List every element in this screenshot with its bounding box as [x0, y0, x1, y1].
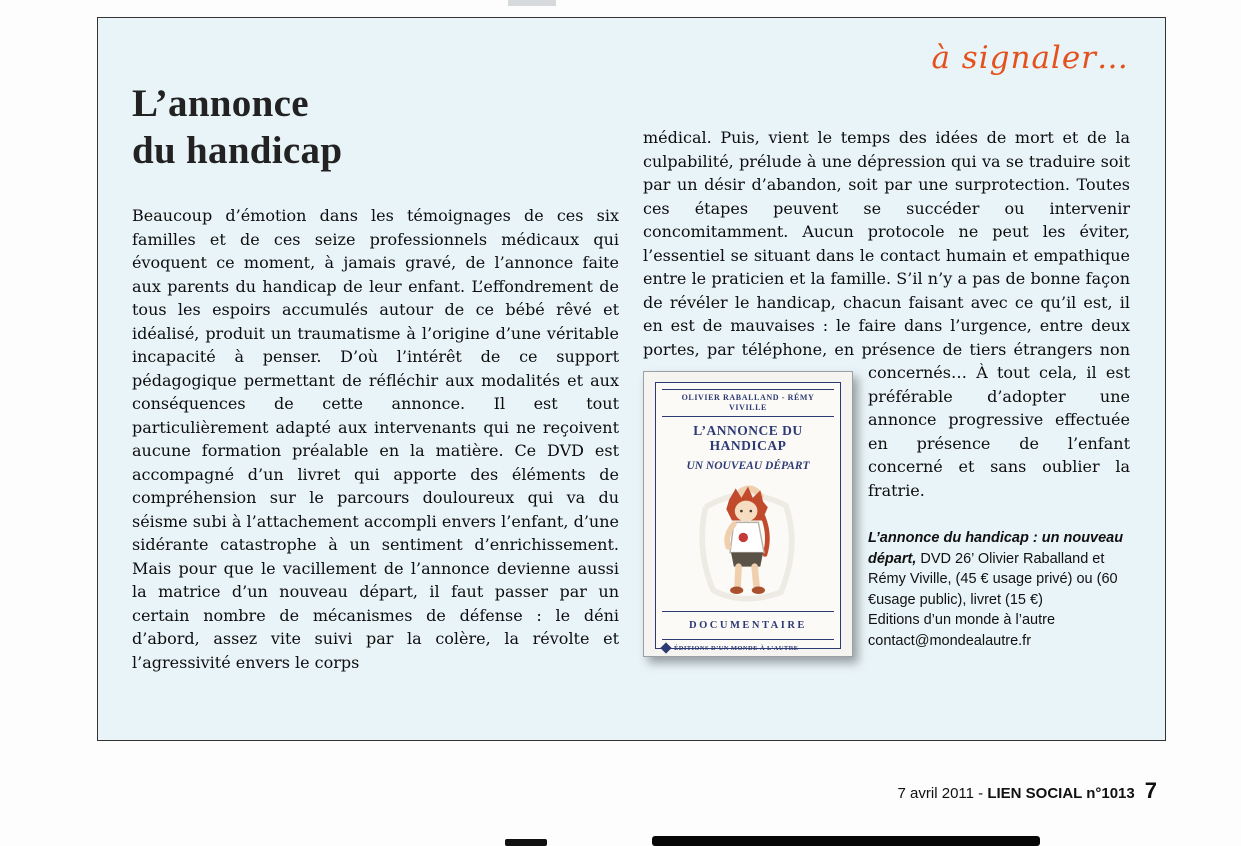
page-title-line2: du handicap — [132, 129, 343, 172]
page-title — [132, 80, 342, 174]
scan-artifact-small — [505, 839, 547, 846]
caption-title: L’annonce du handicap : un nouveau départ, — [868, 530, 1124, 567]
scan-artifact-bar — [652, 836, 1040, 846]
footer-page-number: 7 — [1144, 778, 1157, 803]
right-text-before-image: médical. Puis, vient le temps des idées de mort et de la culpabilité, prélude à une dépression qui va se traduire soit par un désir d’abandon, soit par une surprotection. Toutes ces étapes peuvent se succéder ou intervenir concomitamment. Aucun protocole ne peut les éviter, l’essentiel se situant dans le contact humain et empathique entre le praticien et la famille. S’il n’y a pas de bonne façon de révéler le handicap, chacun faisant avec ce qu’il est, il en est de mauvaises : le faire dans l’urgence, entre deux portes, par téléphone, en présence de tiers étrangers non concernés… À tout — [643, 128, 1130, 382]
dvd-cover-inner — [655, 382, 841, 652]
scan-artifact-top — [508, 0, 556, 6]
article-text-left: Beaucoup d’émotion dans les témoignages de ces six familles et de ces seize professionnels médicaux qui évoquent ce moment, à jamais gravé, de l’annonce faite aux parents du handicap de leur enfant. L’effondrement de tous les espoirs accumulés autour de ce bébé rêvé et idéalisé, produit un traumatisme à l’origine d’une véritable incapacité à penser. D’où l’intérêt de ce support pédagogique permettant de réfléchir aux modalités et aux conséquences de cette annonce. Il est tout particulièrement adapté aux intervenants qui ne reçoivent aucune formation préalable en la matière. Ce DVD est accompagné d’un livret qui apporte des éléments de compréhension sur le parcours douloureux qui va du séisme subi à l’attachement accompli envers l’enfant, d’une sidérante catastrophe à un sentiment d’enrichissement. Mais pour que le vacillement de l’annonce devienne aussi la matrice d’un nouveau départ, il faut passer par un certain nombre de mécanismes de défense : le déni d’abord, assez vite suivi par la colère, la révolte et l’agressivité envers le corps — [132, 206, 619, 672]
publisher-logo-icon — [660, 642, 671, 653]
dvd-authors-strip: OLIVIER RABALLAND - RÉMY VIVILLE — [662, 389, 834, 417]
dvd-publisher-name: ÉDITIONS D’UN MONDE À L’AUTRE — [674, 644, 799, 652]
dvd-cover — [643, 371, 853, 657]
caption-details: DVD 26’ Olivier Raballand et Rémy Viville, (45 € usage privé) ou (60 €usage public), livret (15 €) — [868, 550, 1118, 608]
dvd-title: L’ANNONCE DU HANDICAP — [693, 423, 803, 453]
dvd-subtitle: UN NOUVEAU DÉPART — [686, 460, 810, 472]
footer-journal-name: LIEN SOCIAL n°1013 — [987, 785, 1135, 802]
article-column-left — [132, 204, 619, 674]
article-column-right — [643, 126, 1130, 663]
page-title-line1: L’annonce — [132, 82, 309, 125]
page-footer — [898, 778, 1157, 804]
caption-contact-email: contact@mondealautre.fr — [868, 632, 1032, 649]
section-label: à signaler… — [931, 40, 1129, 76]
right-text-after-image: cela, il est préférable d’adopter une annonce progressive effectuée en présence de l’enfant concerné et sans oublier la fratrie. — [868, 363, 1130, 500]
dvd-publisher-block — [662, 644, 834, 652]
caption-publisher: Editions d’un monde à l’autre — [868, 612, 1056, 628]
footer-date: 7 avril 2011 - — [897, 785, 988, 802]
article-panel — [97, 17, 1166, 741]
girl-character-illustration — [684, 479, 812, 611]
dvd-illustration — [662, 479, 834, 611]
dvd-genre-strip: DOCUMENTAIRE — [662, 611, 834, 641]
